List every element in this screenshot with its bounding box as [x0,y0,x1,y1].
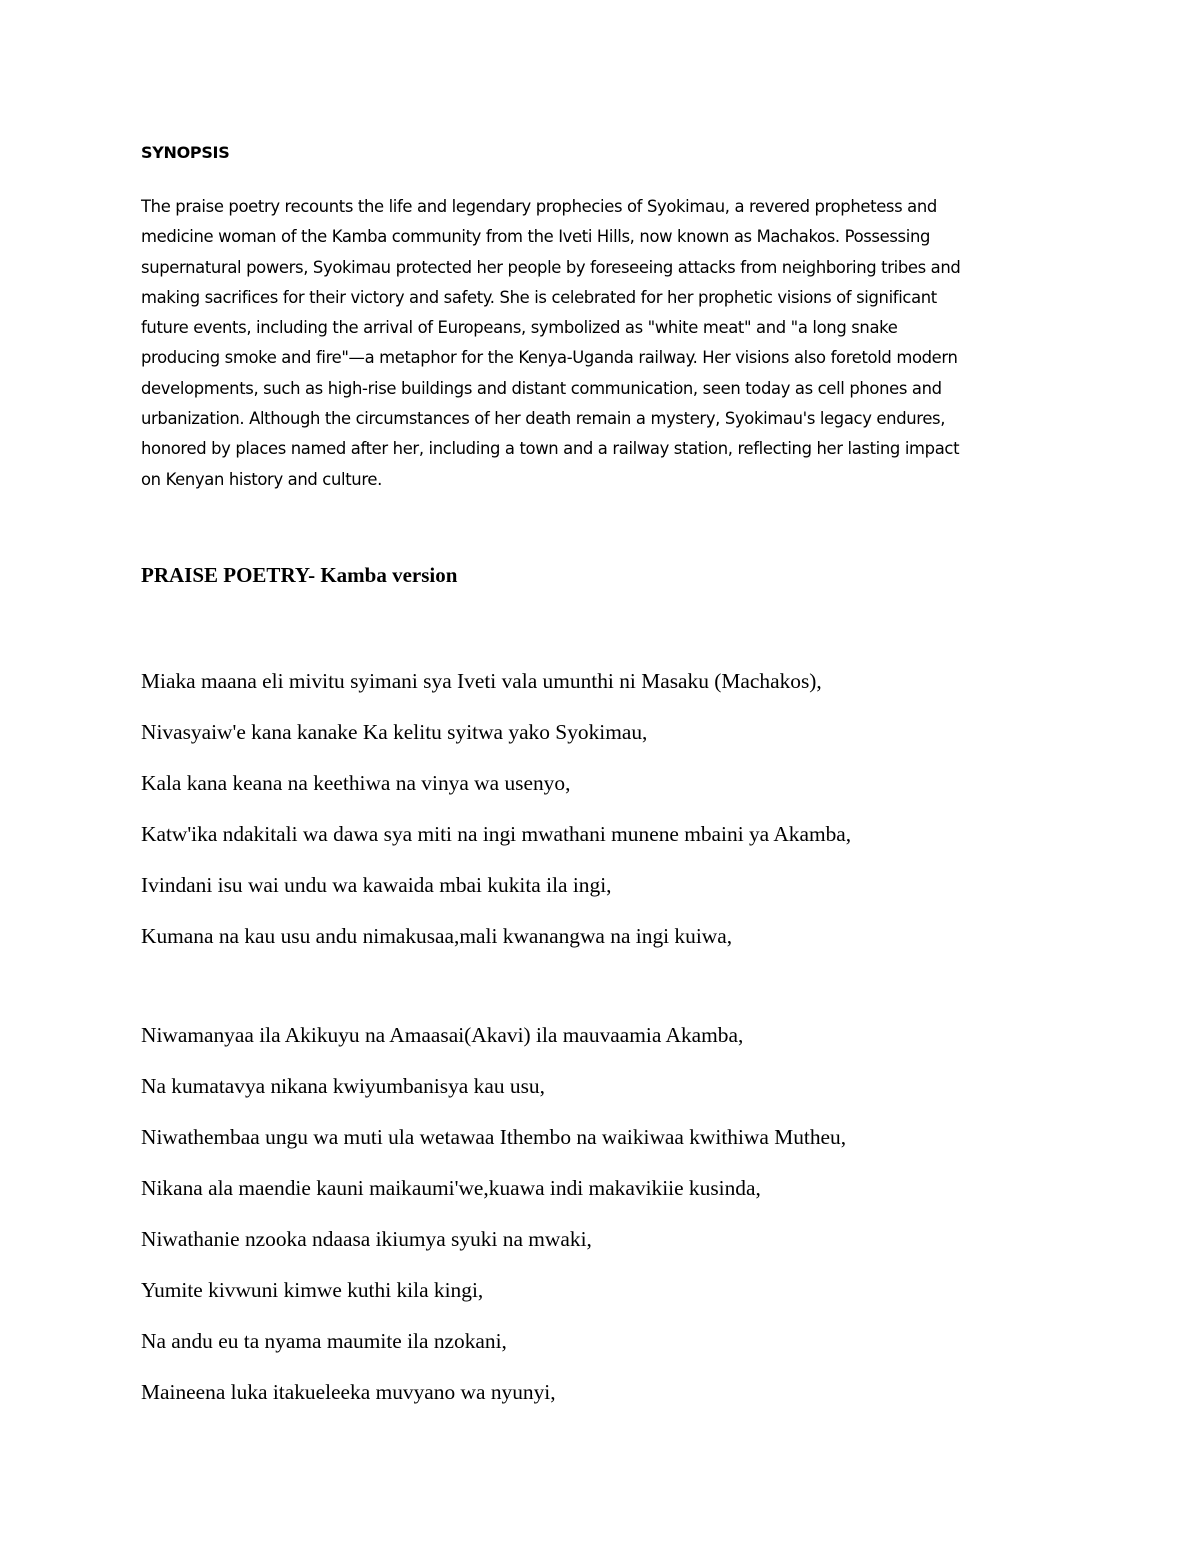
verse-line: Maineena luka itakueleeka muvyano wa nyunyi, [141,1380,556,1404]
verse-line: Miaka maana eli mivitu syimani sya Iveti vala umunthi ni Masaku (Machakos), [141,669,822,693]
synopsis-line: developments, such as high-rise buildings and distant communication, seen today as cell phones and [141,378,942,398]
synopsis-line: The praise poetry recounts the life and legendary prophecies of Syokimau, a revered prophetess and [141,197,937,216]
verse-line: Niwathanie nzooka ndaasa ikiumya syuki na mwaki, [141,1227,592,1251]
verse-line: Kumana na kau usu andu nimakusaa,mali kwanangwa na ingi kuiwa, [141,924,733,948]
stanza-2 [141,1010,846,1418]
verse-line: Kala kana keana na keethiwa na vinya wa usenyo, [141,771,571,795]
verse-line: Niwathembaa ungu wa muti ula wetawaa Ithembo na waikiwaa kwithiwa Mutheu, [141,1125,847,1149]
verse-line: Na kumatavya nikana kwiyumbanisya kau usu, [141,1074,545,1098]
verse-line: Yumite kivwuni kimwe kuthi kila kingi, [141,1278,484,1302]
synopsis-line: on Kenyan history and culture. [141,469,382,489]
synopsis-paragraph [141,192,1066,495]
synopsis-line: honored by places named after her, including a town and a railway station, reflecting her lasting impact [141,439,960,459]
synopsis-line: medicine woman of the Kamba community from the Iveti Hills, now known as Machakos. Possessing [141,227,931,247]
synopsis-line: producing smoke and fire"—a metaphor for the Kenya-Uganda railway. Her visions also foretold modern [141,348,958,368]
verse-line: Na andu eu ta nyama maumite ila nzokani, [141,1329,507,1353]
verse-line: Katw'ika ndakitali wa dawa sya miti na ingi mwathani munene mbaini ya Akamba, [141,822,852,846]
synopsis-line: future events, including the arrival of Europeans, symbolized as "white meat" and "a long snake [141,318,898,338]
stanza-1 [141,656,851,962]
synopsis-line: urbanization. Although the circumstances of her death remain a mystery, Syokimau's legacy endures, [141,409,946,429]
verse-line: Ivindani isu wai undu wa kawaida mbai kukita ila ingi, [141,873,612,897]
synopsis-heading: SYNOPSIS [141,143,230,162]
verse-line: Niwamanyaa ila Akikuyu na Amaasai(Akavi) ila mauvaamia Akamba, [141,1023,744,1047]
poetry-heading: PRAISE POETRY- Kamba version [141,563,458,587]
verse-line: Nivasyaiw'e kana kanake Ka kelitu syitwa yako Syokimau, [141,720,648,744]
synopsis-line: making sacrifices for their victory and safety. She is celebrated for her prophetic visions of significant [141,287,937,307]
synopsis-line: supernatural powers, Syokimau protected her people by foreseeing attacks from neighboring tribes and [141,257,961,277]
verse-line: Nikana ala maendie kauni maikaumi'we,kuawa indi makavikiie kusinda, [141,1176,761,1200]
